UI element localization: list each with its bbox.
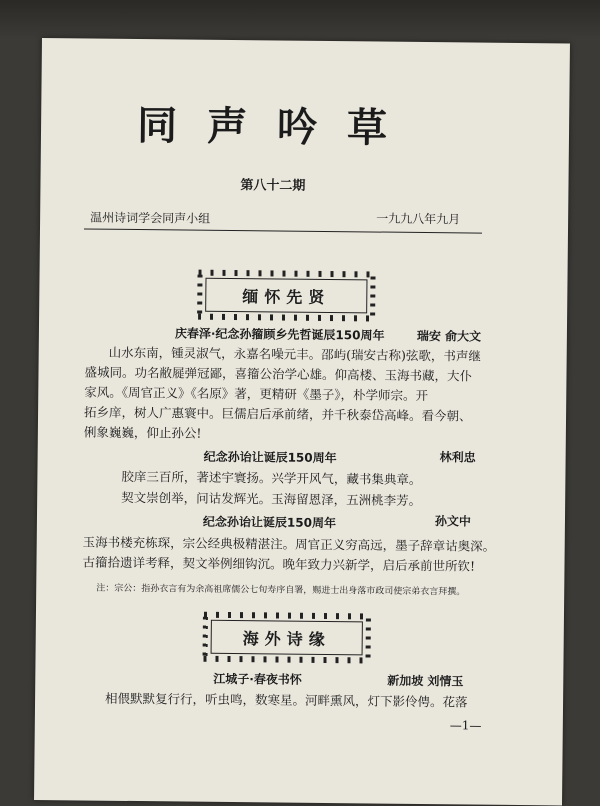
publication-date: 一九九八年九月	[376, 211, 461, 227]
section-banner-label: 海外诗缘	[242, 628, 331, 649]
poem-line: 山水东南，锺灵淑气，永嘉名噪元丰。邵屿(瑞安古称)弦歌，书声继	[108, 344, 482, 364]
poem-line: 俐象巍巍，仰止孙公!	[83, 424, 202, 441]
issue-number: 第八十二期	[240, 178, 306, 194]
footnote: 注：宗公：指孙衣言有为余高祖席儒公七旬寿序自署，赐进士出身落市政司使宗弟衣言拜撰。	[96, 583, 466, 598]
poem-line: 契文崇创举，问诂发辉光。玉海留恩泽，五洲桃李芳。	[121, 489, 422, 508]
section-banner-overseas	[211, 620, 363, 656]
poem-line: 玉海书楼充栋琛，宗公经典极精湛注。周官正义穷高远，墨子辞章诂奥深。	[82, 534, 496, 554]
poem-heading: 纪念孙诒让诞辰150周年	[203, 449, 337, 466]
page-number: —1—	[449, 718, 482, 733]
poem-line: 盛城同。功名敝屣弹冠鄙，喜籀公治学心雄。仰高楼、玉海书藏，大仆	[84, 364, 473, 384]
poem-line: 家风。《周官正义》《名原》著，更精研《墨子》，朴学师宗。开	[84, 384, 429, 404]
poem-line: 拓乡庠，树人广惠寰中。巨儒启后承前绪，并千秋泰岱高峰。看今朝、	[84, 404, 472, 424]
section-banner-commemoration	[205, 278, 367, 314]
photo-background	[0, 0, 600, 40]
poem-author: 新加坡 刘情玉	[387, 673, 464, 689]
header-rule	[84, 228, 482, 233]
poem-line: 相偎默默复行行，听虫鸣，数寒星。河畔熏风，灯下影伶俜。花落	[105, 690, 468, 710]
poem-line: 胶庠三百所，著述宇寰扬。兴学开风气，藏书集典章。	[121, 468, 422, 487]
poem-author: 孙文中	[434, 514, 472, 529]
document-page	[34, 38, 570, 805]
poem-heading: 江城子·春夜书怀	[213, 671, 302, 687]
poem-author: 瑞安 俞大文	[416, 328, 482, 344]
poem-heading: 纪念孙诒让诞辰150周年	[202, 514, 337, 531]
poem-author: 林利忠	[439, 450, 476, 465]
organization-name: 温州诗词学会同声小组	[90, 210, 211, 226]
publication-title: 同声吟草	[136, 103, 418, 152]
section-banner-label: 缅怀先贤	[242, 286, 331, 307]
poem-heading: 庆春泽·纪念孙籀顾乡先哲诞辰150周年	[174, 326, 385, 343]
poem-line: 古籀拾遗详考释，契文举例细钩沉。晚年致力兴新学，启后承前世所钦!	[82, 554, 476, 574]
